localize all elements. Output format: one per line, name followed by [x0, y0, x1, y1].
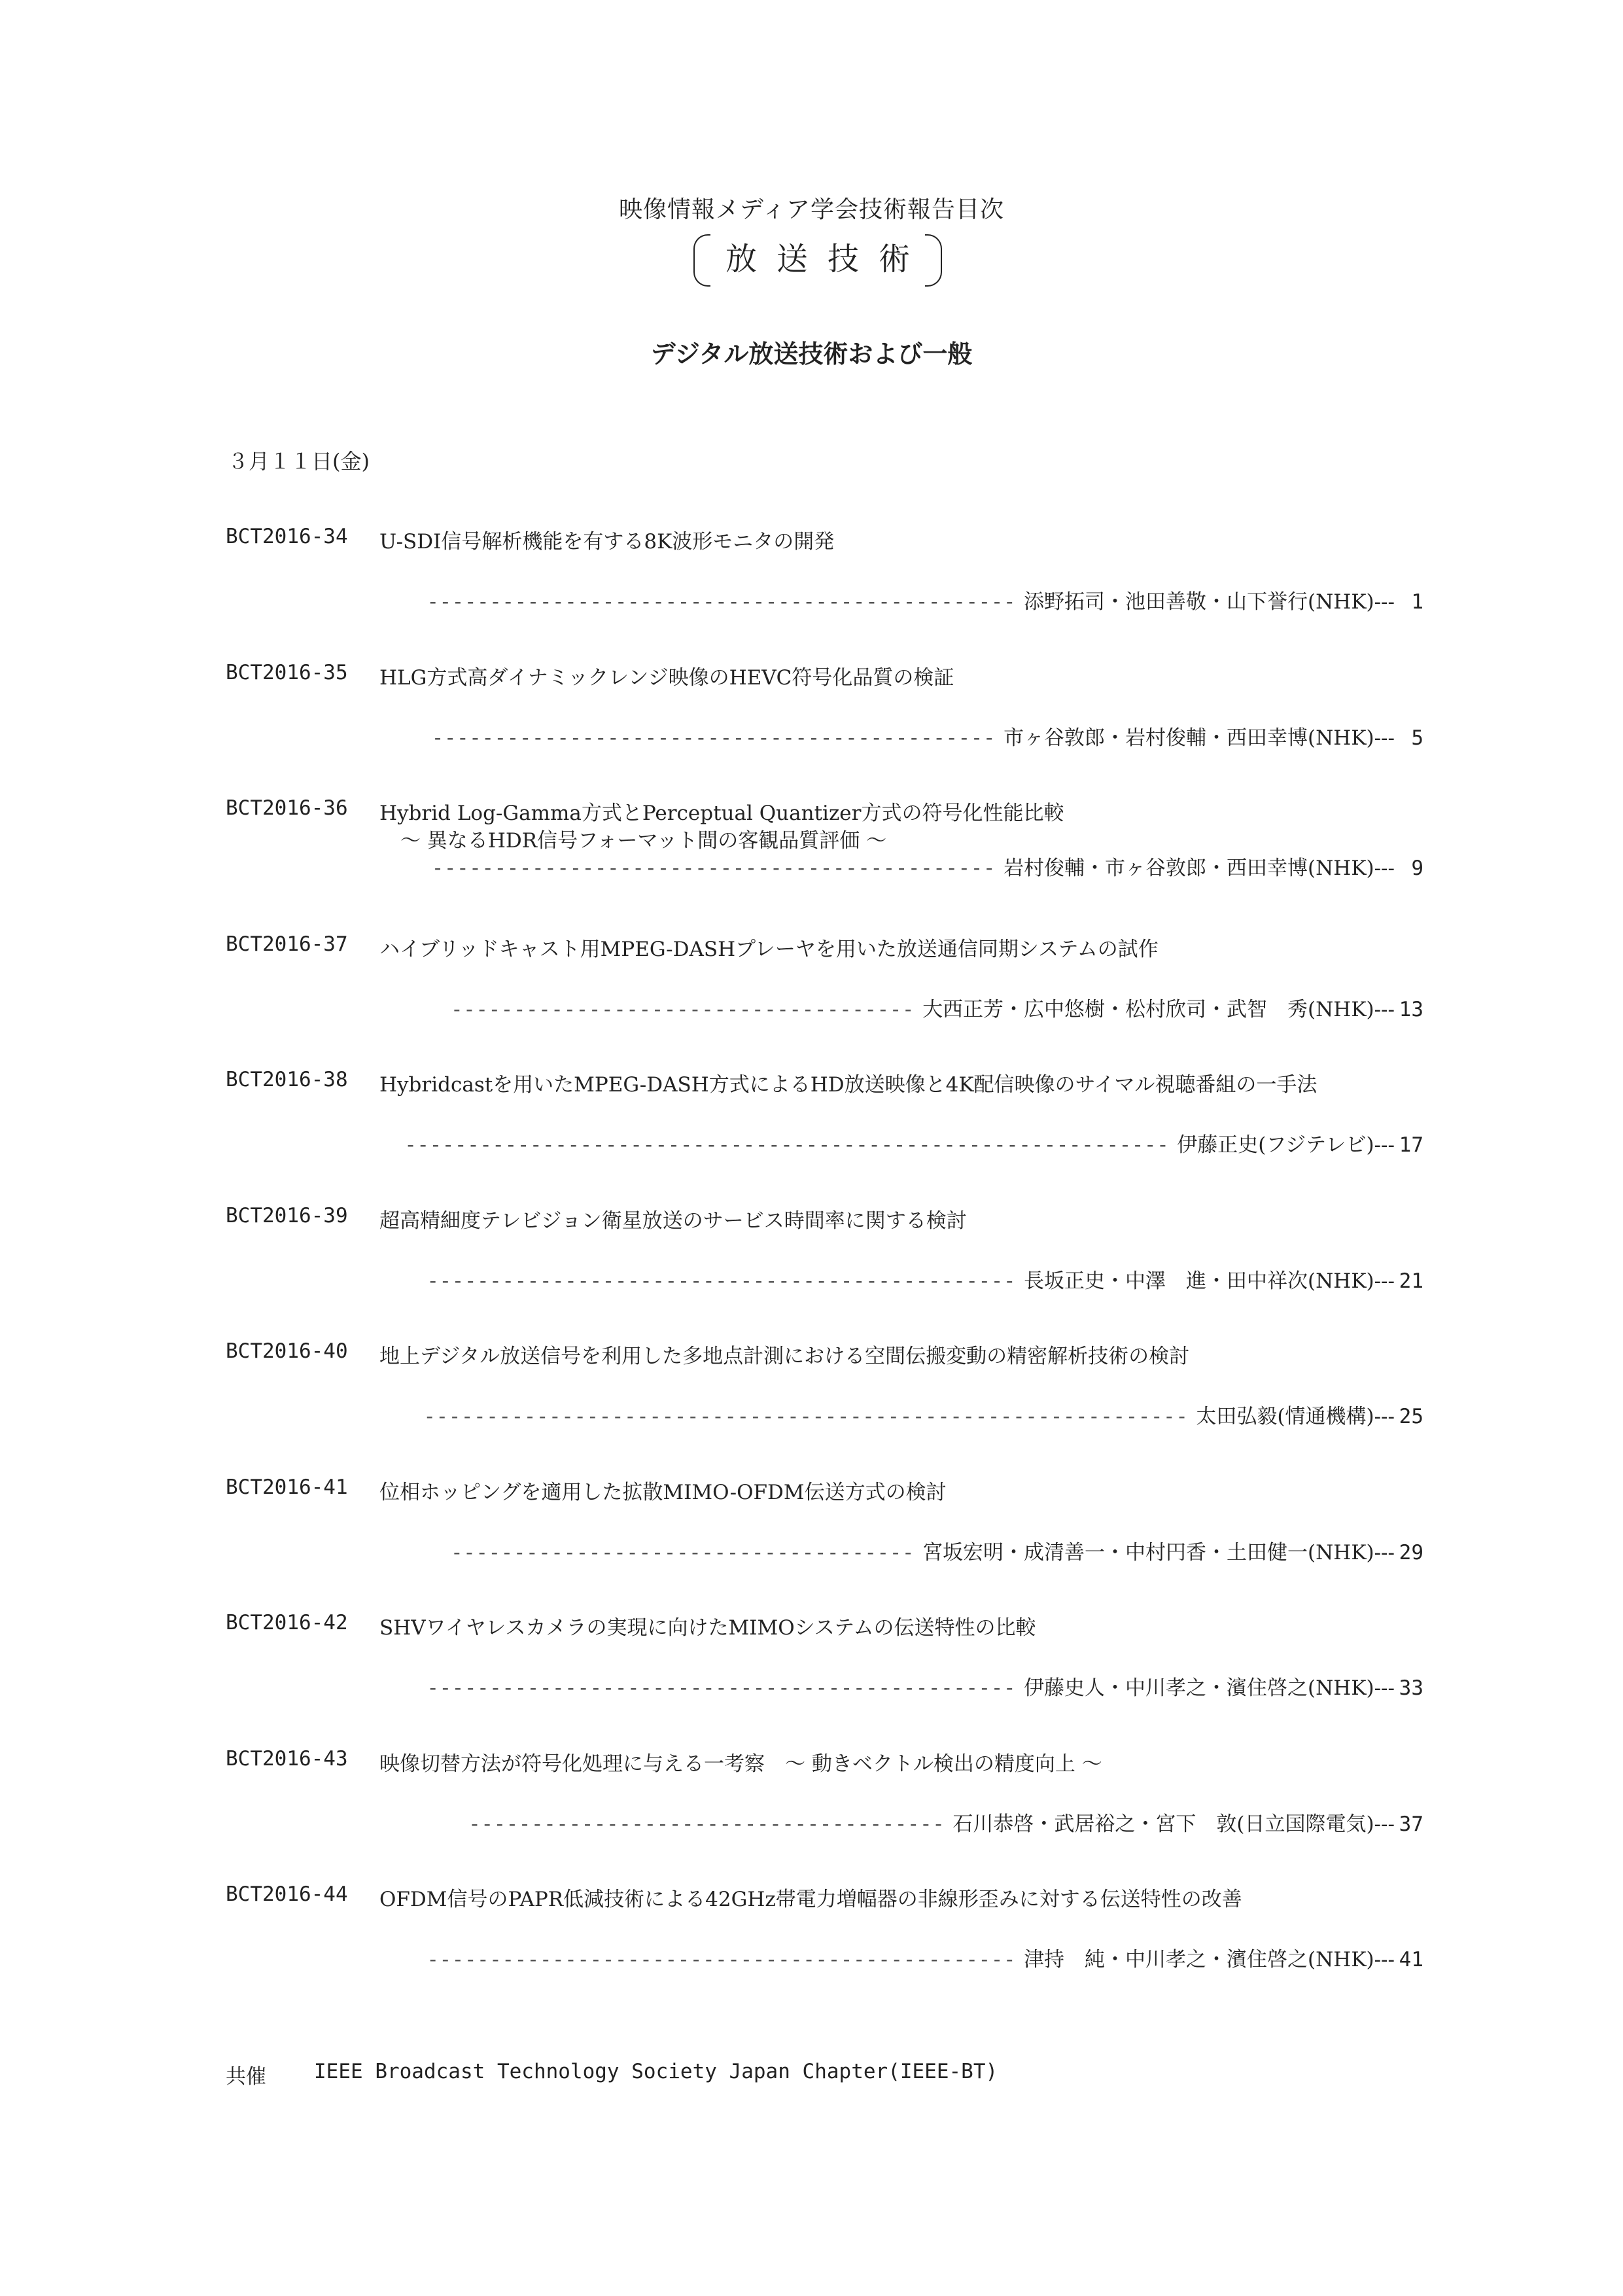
entry-page-number: 41	[1399, 1948, 1423, 1971]
entry-id: BCT2016-38	[226, 1068, 348, 1091]
entry-author-line	[432, 721, 1423, 751]
entry-author-line	[427, 585, 1423, 614]
entry-author-line	[451, 993, 1423, 1022]
journal-title: 映像情報メディア学会技術報告目次	[618, 196, 1005, 223]
entry-title: 映像切替方法が符号化処理に与える一考察 ～ 動きベクトル検出の精度向上 ～	[379, 1752, 1102, 1776]
entry-id: BCT2016-36	[226, 796, 348, 820]
entry-author-line	[427, 1943, 1423, 1972]
entry-page-number: 21	[1399, 1269, 1423, 1293]
entry-authors: 津持 純・中川孝之・濱住啓之(NHK)---	[1024, 1948, 1395, 1971]
dot-leader: --------------------------------------	[468, 1812, 945, 1836]
entry-id: BCT2016-43	[226, 1746, 348, 1771]
cosponsor-label: 共催	[226, 2065, 266, 2089]
entry-title: ハイブリッドキャスト用MPEG-DASHプレーヤを用いた放送通信同期システムの試作	[379, 937, 1159, 961]
entry-author-line	[423, 1400, 1423, 1429]
entry-author-line	[427, 1264, 1423, 1294]
entry-id: BCT2016-37	[226, 932, 348, 956]
entry-title: 位相ホッピングを適用した拡散MIMO-OFDM伝送方式の検討	[379, 1480, 947, 1504]
entry-authors: 大西正芳・広中悠樹・松村欣司・武智 秀(NHK)---	[922, 997, 1395, 1021]
entry-id: BCT2016-44	[226, 1882, 348, 1906]
dot-leader: -------------------------------------------------------------	[423, 1405, 1189, 1428]
dot-leader: -------------------------------------------------------------	[404, 1133, 1170, 1157]
entry-title: 超高精細度テレビジョン衛星放送のサービス時間率に関する検討	[379, 1209, 967, 1233]
dot-leader: ---------------------------------------------	[431, 857, 996, 880]
entry-id: BCT2016-41	[226, 1475, 348, 1499]
entry-title: SHVワイヤレスカメラの実現に向けたMIMOシステムの伝送特性の比較	[379, 1616, 1036, 1640]
entry-page-number: 9	[1411, 857, 1423, 880]
section-title: 放送技術	[725, 241, 930, 277]
entry-title: Hybrid Log-Gamma方式とPerceptual Quantizer方式の符号化性能比較	[379, 802, 1064, 825]
topic-title: デジタル放送技術および一般	[650, 340, 973, 368]
entry-page-number: 29	[1399, 1540, 1423, 1564]
entry-id: BCT2016-40	[226, 1339, 348, 1363]
entry-authors: 宮坂宏明・成清善一・中村円香・土田健一(NHK)---	[922, 1540, 1395, 1564]
entry-authors: 伊藤史人・中川孝之・濱住啓之(NHK)---	[1024, 1676, 1395, 1700]
entry-authors: 岩村俊輔・市ヶ谷敦郎・西田幸博(NHK)---	[1003, 857, 1395, 880]
dot-leader: ---------------------------------------------	[431, 726, 996, 750]
entry-author-line	[451, 1536, 1423, 1565]
entry-page-number: 13	[1399, 997, 1423, 1021]
entry-author-line	[432, 851, 1423, 881]
entry-page-number: 17	[1399, 1133, 1423, 1157]
dot-leader: -------------------------------------	[451, 1540, 915, 1564]
dot-leader: -----------------------------------------------	[427, 1676, 1017, 1700]
session-date: ３月１１日(金)	[228, 449, 370, 474]
entry-title: U-SDI信号解析機能を有する8K波形モニタの開発	[379, 530, 835, 554]
entry-title: 地上デジタル放送信号を利用した多地点計測における空間伝搬変動の精密解析技術の検討	[379, 1345, 1190, 1368]
entry-id: BCT2016-34	[226, 525, 348, 548]
section-heading	[693, 234, 942, 285]
entry-author-line	[468, 1807, 1423, 1837]
entry-authors: 市ヶ谷敦郎・岩村俊輔・西田幸博(NHK)---	[1003, 726, 1395, 750]
entry-title: OFDM信号のPAPR低減技術による42GHz帯電力増幅器の非線形歪みに対する伝送特性の改善	[379, 1888, 1242, 1911]
entry-author-line	[427, 1671, 1423, 1701]
entry-id: BCT2016-42	[226, 1611, 348, 1634]
entry-authors: 長坂正史・中澤 進・田中祥次(NHK)---	[1024, 1269, 1395, 1293]
entry-authors: 太田弘毅(情通機構)---	[1196, 1405, 1395, 1428]
entry-title: HLG方式高ダイナミックレンジ映像のHEVC符号化品質の検証	[379, 665, 954, 690]
entry-page-number: 25	[1399, 1405, 1423, 1428]
dot-leader: -------------------------------------	[451, 997, 915, 1021]
entry-authors: 添野拓司・池田善敬・山下誉行(NHK)---	[1024, 590, 1395, 614]
entry-page-number: 5	[1411, 726, 1423, 750]
entry-page-number: 1	[1411, 590, 1423, 614]
entry-page-number: 33	[1399, 1676, 1423, 1700]
dot-leader: -----------------------------------------------	[427, 1269, 1017, 1293]
entry-page-number: 37	[1399, 1812, 1423, 1836]
entry-subtitle: ～ 異なるHDR信号フォーマット間の客観品質評価 ～	[400, 829, 887, 853]
entry-title: Hybridcastを用いたMPEG-DASH方式によるHD放送映像と4K配信映像のサイマル視聴番組の一手法	[379, 1073, 1318, 1097]
cosponsor-text: IEEE Broadcast Technology Society Japan Chapter(IEEE-BT)	[314, 2060, 998, 2083]
entry-authors: 伊藤正史(フジテレビ)---	[1177, 1133, 1395, 1157]
entry-id: BCT2016-39	[226, 1203, 348, 1227]
entry-authors: 石川恭啓・武居裕之・宮下 敦(日立国際電気)---	[952, 1812, 1395, 1836]
entry-author-line	[404, 1128, 1423, 1157]
dot-leader: -----------------------------------------------	[427, 1948, 1017, 1971]
right-bracket	[925, 234, 942, 287]
entry-id: BCT2016-35	[226, 660, 348, 684]
dot-leader: -----------------------------------------------	[427, 590, 1017, 614]
